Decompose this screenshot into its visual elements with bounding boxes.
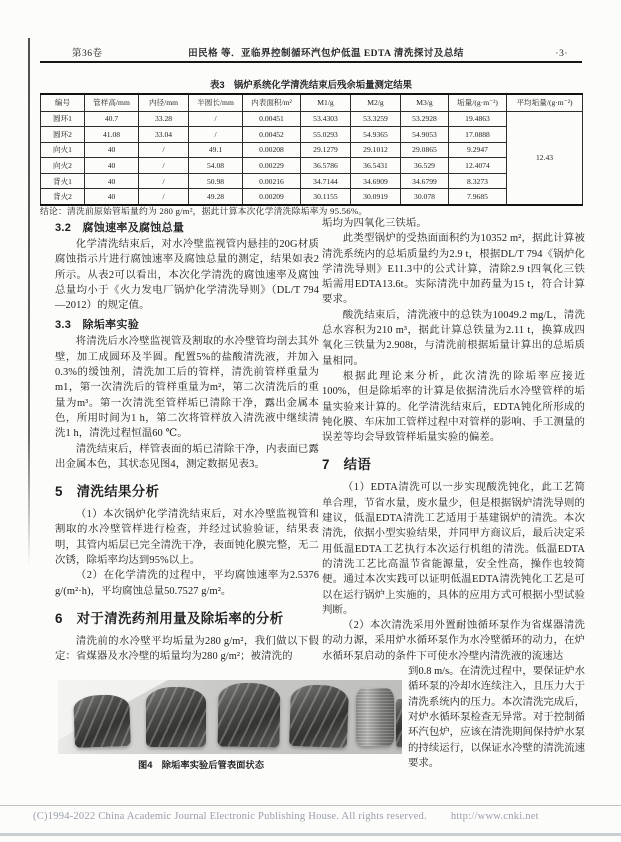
table-cell: 36.529 — [401, 158, 449, 174]
table-column-header: M1/g — [301, 94, 351, 111]
table-cell: 29.1279 — [301, 142, 351, 158]
table-column-header: M2/g — [351, 94, 401, 111]
table-cell: 0.00452 — [243, 127, 301, 143]
paragraph-corrosion: 化学清洗结束后，对水冷壁监视管内悬挂的20G材质腐蚀指示片进行腐蚀速率及腐蚀总量的测定，结果如表2所示。从表2可以看出，本次化学清洗的腐蚀速率及腐蚀总量均小于《火力发电厂锅炉化学清洗导则》（DL/T 794—2012）的规定值。 — [55, 239, 319, 312]
paragraph-result-1: （1）本次锅炉化学清洗结束后，对水冷壁监视管和割取的水冷壁管样进行检查，并经过试验验证，结果表明，其管内垢层已完全清洗干净，表面钝化膜完整，无二次锈，除垢率均达到95%以上。 — [55, 509, 319, 567]
table-cell: 背火2 — [41, 189, 85, 205]
table-cell: 12.4074 — [449, 158, 507, 174]
copyright-text: (C)1994-2022 China Academic Journal Electronic Publishing House. All rights reserved. — [33, 811, 427, 822]
table-cell: 41.08 — [85, 127, 139, 143]
volume-label: 第36卷 — [72, 49, 103, 59]
table-cell: 17.0888 — [449, 127, 507, 143]
table-cell: 40 — [85, 158, 139, 174]
footer-divider — [0, 805, 621, 806]
table-cell: 19.4863 — [449, 111, 507, 127]
table-cell: 34.6799 — [401, 173, 449, 189]
pipe-sample-2 — [146, 687, 206, 747]
table-column-header: 半圆长/mm — [189, 94, 243, 111]
table-cell: 40 — [85, 189, 139, 205]
table-cell: 8.3273 — [449, 173, 507, 189]
table-row — [41, 111, 583, 127]
table-cell: 34.7144 — [301, 173, 351, 189]
paragraph-conclusion-1: （1）EDTA清洗可以一步实现酸洗钝化，此工艺简单合理，节省水量，废水量少，但是根据锅炉清洗导则的建议，低温EDTA清洗工艺适用于基建锅炉的清洗。本次清洗，依据小型实验结果，并同甲方商议后，最后决定采用低温EDTA工艺执行本次运行机组的清洗。低温EDTA的清洗工艺比高温节省能源量，安全性高，操作也较简便。通过本次实践可以证明低温EDTA清洗钝化工艺是可以在运行锅炉上实施的，具体的应用方式可根据小型试验判断。 — [322, 482, 585, 616]
table-cell: 53.4303 — [301, 111, 351, 127]
table-cell: 30.078 — [401, 189, 449, 205]
table-cell: 背火1 — [41, 173, 85, 189]
scan-edge-artifact — [28, 38, 30, 566]
table-cell-average-scale: 12.43 — [507, 111, 583, 205]
table-cell: 54.9365 — [351, 127, 401, 143]
heading-section-7: 7 结语 — [322, 457, 372, 473]
table-cell: 向火1 — [41, 142, 85, 158]
running-title: 田民格 等．亚临界控制循环汽包炉低温 EDTA 清洗探讨及总结 — [188, 49, 464, 59]
table-cell: 54.9053 — [401, 127, 449, 143]
heading-3-2: 3.2 腐蚀速率及腐蚀总量 — [55, 222, 185, 234]
table-cell: 40.7 — [85, 111, 139, 127]
table-cell: 54.08 — [189, 158, 243, 174]
paragraph-conclusion-2: （2）本次清洗采用外置耐蚀循环泵作为省煤器清洗的动力源，采用炉水循环泵作为水冷壁循环的动力，在炉水循环泵启动的条件下可使水冷壁内清洗液的流速达 — [322, 620, 585, 662]
table-cell: / — [139, 142, 189, 158]
table-cell: 30.1155 — [301, 189, 351, 205]
table-cell: 53.3259 — [351, 111, 401, 127]
table-cell: / — [139, 173, 189, 189]
table-cell: 向火2 — [41, 158, 85, 174]
table-column-header: 内表面积/m² — [243, 94, 301, 111]
table-cell: / — [189, 111, 243, 127]
pipe-sample-4 — [289, 684, 349, 748]
table-cell: 9.2947 — [449, 142, 507, 158]
table-cell: 49.28 — [189, 189, 243, 205]
pipe-sample-1 — [73, 694, 131, 748]
table-cell: 53.2928 — [401, 111, 449, 127]
paragraph-result-2: （2）在化学清洗的过程中，平均腐蚀速率为2.5376 g/(m²·h)，平均腐蚀总量50.7527 g/m²。 — [55, 570, 319, 597]
paragraph-heating-area: 此类型锅炉的受热面面积约为10352 m²，据此计算被清洗系统内的总垢质量约为2.9 t，根据DL/T 794《锅炉化学清洗导则》E11.3中的公式计算，清除2.9 t四氧化三铁垢需用EDTA13.6t。实际清洗中加药量为15 t，符合计算要求。 — [322, 233, 585, 306]
table-cell: / — [189, 127, 243, 143]
heading-section-5: 5 清洗结果分析 — [55, 484, 160, 500]
paragraph-descaling-result: 清洗结束后，样管表面的垢已清除干净，内表面已露出金属本色，其状态见图4，测定数据见表3。 — [55, 443, 319, 470]
table-column-header: 内径/mm — [139, 94, 189, 111]
figure-photo — [58, 680, 402, 754]
figure-caption: 图4 除垢率实验后管表面状态 — [137, 760, 265, 770]
paragraph-descaling-method: 将清洗后水冷壁监视管及割取的水冷壁管均剖去其外壁，加工成圆环及半圆。配置5%的盐酸清洗液，并加入0.3%的缓蚀剂，清洗加工后的管样，清洗前管样重量为m1，第一次清洗后的管样重量为m²，第二次清洗后的重量为m³。第一次清洗至管样垢已清除干净，露出金属本色，所用时间为1 h，第二次将管样放入清洗液中继续清洗1 h，清洗过程恒温60 ℃。 — [55, 336, 319, 440]
pipe-sample-partial — [396, 699, 402, 747]
table-cell: 圆环1 — [41, 111, 85, 127]
table-cell: 29.1012 — [351, 142, 401, 158]
table-row — [41, 158, 583, 174]
page-header — [40, 45, 582, 59]
table-column-header: 管样高/mm — [85, 94, 139, 111]
table-cell: 0.00216 — [243, 173, 301, 189]
table-cell: 49.1 — [189, 142, 243, 158]
pipe-sample-3 — [217, 682, 280, 747]
left-column — [55, 216, 319, 665]
table-cell: 29.0865 — [401, 142, 449, 158]
table-cell: 50.98 — [189, 173, 243, 189]
table-cell: 36.5786 — [301, 158, 351, 174]
table-cell: 圆环2 — [41, 127, 85, 143]
table-cell: / — [139, 189, 189, 205]
table-caption: 表3 锅炉系统化学清洗结束后残余垢量测定结果 — [209, 79, 413, 90]
table-cell: 30.0919 — [351, 189, 401, 205]
table-cell: 40 — [85, 173, 139, 189]
table-cell: 36.5431 — [351, 158, 401, 174]
table-row — [41, 189, 583, 205]
table-column-header: 平均垢量/(g·m⁻²) — [507, 94, 583, 111]
table-conclusion-note: 结论：清洗前原始管垢量约为 280 g/m²，据此计算本次化学清洗除垢率为 95.56%。 — [40, 206, 368, 216]
pipe-sample-cylinder — [356, 688, 394, 746]
table-cell: 33.28 — [139, 111, 189, 127]
table-cell: 0.00229 — [243, 158, 301, 174]
table-row — [41, 173, 583, 189]
paragraph-conclusion-2-wrapped: 到0.8 m/s。在清洗过程中，要保证炉水循环泵的冷却水连续注入，且压力大于清洗系统内的压力。本次清洗完成后，对炉水循环泵检查无异常。对于控制循环汽包炉，应该在清洗期间保持炉水泵的持续运行，以保证水冷壁的清洗流速要求。 — [408, 666, 585, 769]
heading-3-3: 3.3 除垢率实验 — [55, 319, 139, 332]
paragraph-theory-analysis: 根据此理论来分析，此次清洗的除垢率应接近100%，但是除垢率的计算是依据清洗后水冷壁管样的垢量实验来计算的。化学清洗结束后，EDTA钝化所形成的钝化膜、车床加工管样过程中对管样的影响、手工测量的误差等均会导致管样垢量实验的偏差。 — [322, 370, 585, 444]
table-cell: 34.6909 — [351, 173, 401, 189]
table-cell: 33.04 — [139, 127, 189, 143]
table-cell: 0.00209 — [243, 189, 301, 205]
paragraph-continuation: 垢均为四氧化三铁垢。 — [322, 218, 427, 229]
scan-bottom-edge — [0, 833, 621, 836]
table-cell: 40 — [85, 142, 139, 158]
header-divider — [40, 61, 582, 63]
page-number: ·3· — [555, 49, 568, 59]
table-cell: 7.9685 — [449, 189, 507, 205]
paragraph-dosage-intro: 清洗前的水冷壁平均垢量为280 g/m²，我们做以下假定：省煤器及水冷壁的垢量均为280 g/m²；被清洗的 — [55, 635, 319, 663]
table-column-header: M3/g — [401, 94, 449, 111]
heading-section-6: 6 对于清洗药剂用量及除垢率的分析 — [55, 610, 284, 626]
table-row — [41, 127, 583, 143]
table-cell: 0.00208 — [243, 142, 301, 158]
table-cell: 0.00451 — [243, 111, 301, 127]
table-column-header: 垢量/(g·m⁻²) — [449, 94, 507, 111]
table-cell: / — [139, 158, 189, 174]
table-header-row — [41, 94, 583, 111]
residual-scale-table — [40, 93, 583, 206]
table-column-header: 编号 — [41, 94, 85, 111]
footer-url: http://www.cnki.net — [450, 811, 539, 822]
paragraph-iron-content: 酸洗结束后，清洗液中的总铁为10049.2 mg/L，清洗总水容积为210 m³，据此计算总铁量为2.11 t，换算成四氧化三铁量为2.908t，与清洗前根据垢量计算出的总垢质量相同。 — [322, 309, 585, 367]
table-cell: 55.0293 — [301, 127, 351, 143]
table-row — [41, 142, 583, 158]
footer-copyright — [33, 811, 539, 822]
